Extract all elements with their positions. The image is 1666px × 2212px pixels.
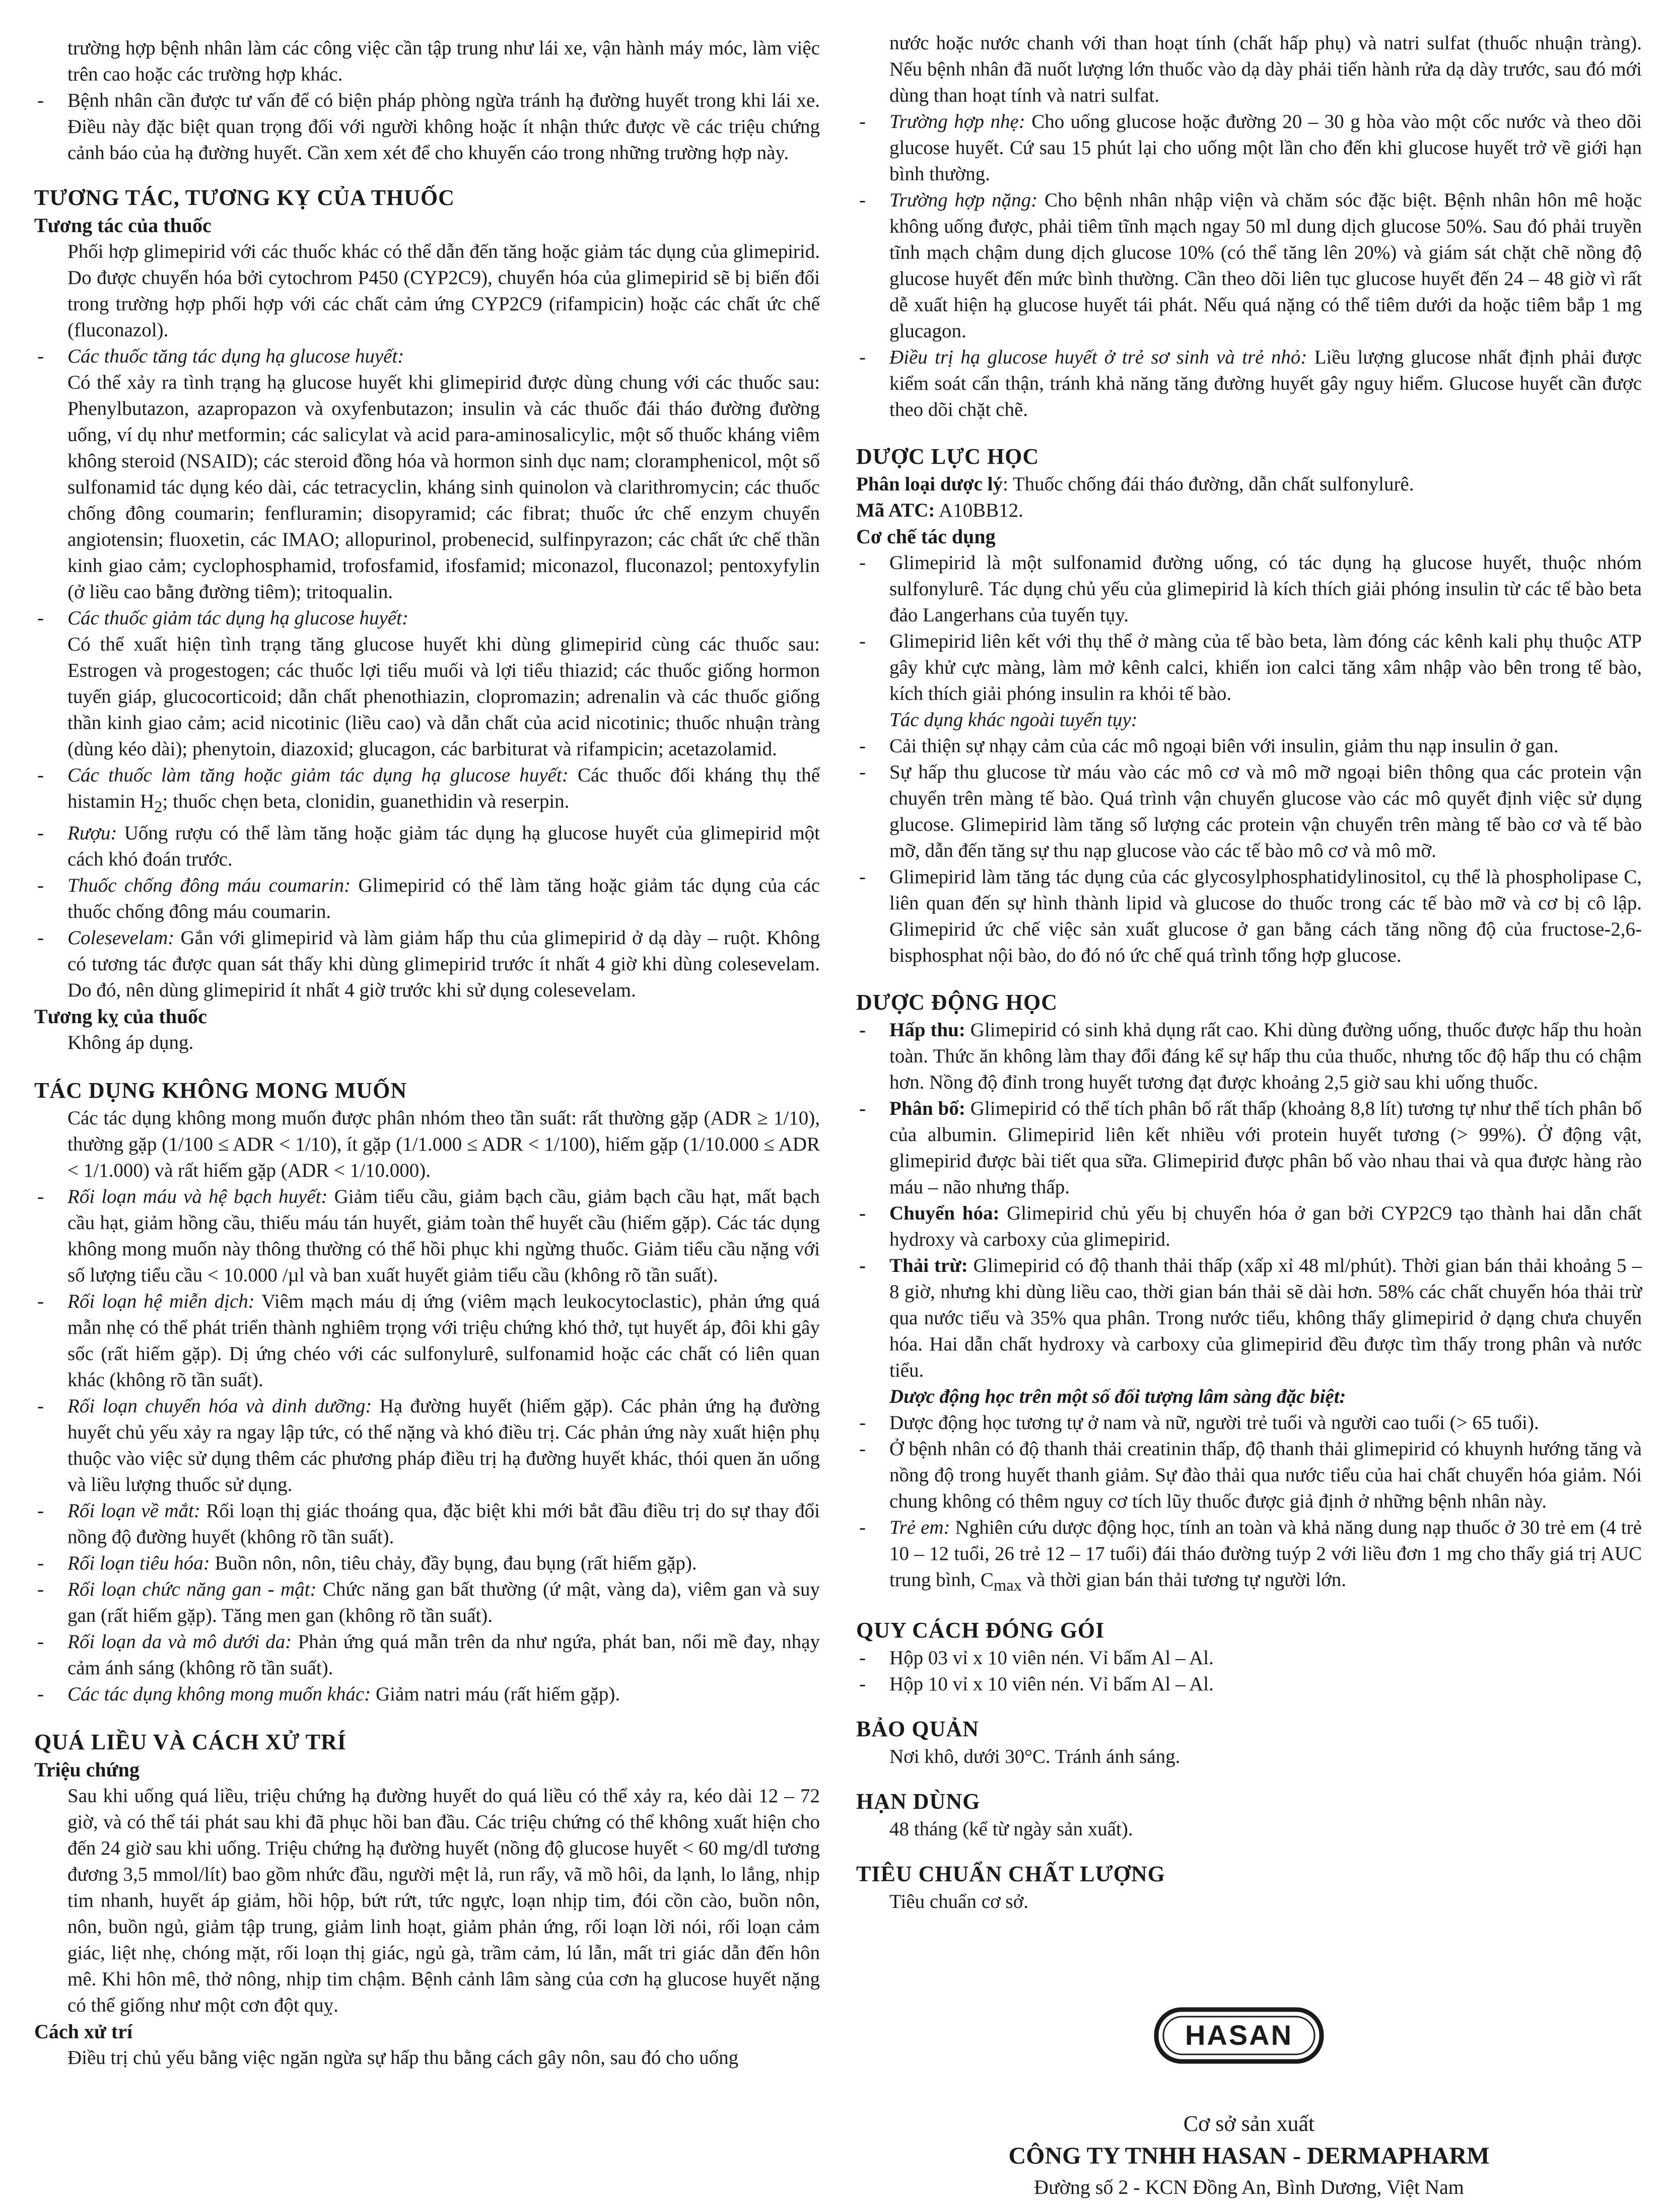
expiry-heading: HẠN DÙNG xyxy=(856,1789,981,1814)
pharmacological-class: Phân loại dược lý: Thuốc chống đái tháo đường, dẫn chất sulfonylurê. xyxy=(856,473,1414,495)
symptoms-text: Sau khi uống quá liều, triệu chứng hạ đường huyết do quá liều có thể xảy ra, kéo dài 12 – 72 giờ, và có thể tái phát sau khi đã phục hồi ban đầu. Các triệu chứng có thể không xuất hiện cho đến 24 giờ sau khi uống. Triệu chứng hạ đường huyết (nồng độ glucose huyết < 60 mg/dl tương đương 3,5 mmol/lít) bao gồm nhức đầu, người mệt lả, run rẩy, vã mồ hôi, da lạnh, lo lắng, nhịp tim nhanh, huyết áp giảm, hồi hộp, bứt rứt, tức ngực, loạn nhịp tim, đói cồn cào, buồn nôn, nôn, buồn ngủ, giảm tập trung, giảm linh hoạt, giảm phản ứng, rối loạn lời nói, rối loạn cảm giác, liệt nhẹ, chóng mặt, rối loạn thị giác, ngủ gà, trầm cảm, lú lẫn, mất tri giác dẫn đến hôn mê. Khi hôn mê, thở nông, nhịp tim chậm. Bệnh cảnh lâm sàng của cơn hạ glucose huyết nặng có thể giống như một cơn đột quỵ. xyxy=(67,1785,820,2016)
adverse-item: - Rối loạn tiêu hóa: Buồn nôn, nôn, tiêu chảy, đầy bụng, đau bụng (rất hiếm gặp). xyxy=(34,1550,820,1577)
metabolism-item: - Chuyển hóa: Glimepirid chủ yếu bị chuyển hóa ở gan bởi CYP2C9 tạo thành hai dẫn chất hydroxy và carboxy của glimepirid. xyxy=(856,1200,1642,1253)
both-effect-item: - Các thuốc làm tăng hoặc giảm tác dụng hạ glucose huyết: Các thuốc đối kháng thụ thể histamin $H_2$; thuốc chẹn beta, clonidin, guanethidin và reserpin. xyxy=(34,762,820,820)
children-item: - Trẻ em: Nghiên cứu dược động học, tính an toàn và khả năng dung nạp thuốc ở 30 trẻ em (4 trẻ 10 – 12 tuổi, 26 trẻ 12 – 17 tuổi) đái tháo đường tuýp 2 với liều đơn 1 mg cho thấy giá trị AUC trung bình, $C_{max}$ và thời gian bán thải tương tự người lớn. xyxy=(856,1515,1642,1599)
adverse-item: - Rối loạn về mắt: Rối loạn thị giác thoáng qua, đặc biệt khi mới bắt đầu điều trị do sự thay đổi nồng độ đường huyết (không rõ tần suất). xyxy=(34,1498,820,1550)
packaging-heading: QUY CÁCH ĐÓNG GÓI xyxy=(856,1617,1105,1643)
packaging-item: - Hộp 10 vỉ x 10 viên nén. Vỉ bấm Al – Al. xyxy=(856,1671,1642,1697)
right-column xyxy=(856,30,1642,1915)
adverse-item: - Rối loạn chuyển hóa và dinh dưỡng: Hạ đường huyết (hiếm gặp). Các phản ứng hạ đường huyết chủ yếu xảy ra ngay lập tức, có thể nặng và khó điều trị. Các phản ứng này xuất hiện phụ thuộc vào việc sử dụng thêm các phương pháp điều trị hạ đường huyết khác, thói quen ăn uống và liều lượng thuốc sử dụng. xyxy=(34,1393,820,1498)
pharmacodynamics-heading: DƯỢC LỰC HỌC xyxy=(856,444,1039,469)
management-subheading: Cách xử trí xyxy=(34,2020,133,2043)
manufacturer-name: CÔNG TY TNHH HASAN - DERMAPHARM xyxy=(1008,2143,1490,2169)
special-population-item: - Dược động học tương tự ở nam và nữ, người trẻ tuổi và người cao tuổi (> 65 tuổi). xyxy=(856,1410,1642,1436)
driving-warning: - Bệnh nhân cần được tư vấn để có biện pháp phòng ngừa tránh hạ đường huyết trong khi lái xe. Điều này đặc biệt quan trọng đối với người không hoặc ít nhận thức được về các triệu chứng cảnh báo của hạ đường huyết. Cần xem xét để cho khuyến cáo trong những trường hợp này. xyxy=(34,88,820,166)
adverse-item: - Các tác dụng không mong muốn khác: Giảm natri máu (rất hiếm gặp). xyxy=(34,1681,820,1707)
mechanism-subheading: Cơ chế tác dụng xyxy=(856,525,996,548)
packaging-item: - Hộp 03 vỉ x 10 viên nén. Vỉ bấm Al – Al. xyxy=(856,1645,1642,1671)
decrease-effect-text: Có thể xuất hiện tình trạng tăng glucose huyết khi dùng glimepirid cùng các thuốc sau: Estrogen và progestogen; các thuốc lợi tiểu muối và lợi tiểu thiazid; các thuốc giống hormon tuyến giáp, glucocorticoid; dẫn chất phenothiazin, clopromazin; adrenalin và các thuốc giống thần kinh giao cảm; acid nicotinic (liều cao) và dẫn chất của acid nicotinic; thuốc nhuận tràng (dùng kéo dài); phenytoin, diazoxid; glucagon, các barbiturat và rifampicin; acetazolamid. xyxy=(67,633,820,760)
manufacturer-label: Cơ sở sản xuất xyxy=(1183,2111,1315,2136)
severe-case: - Trường hợp nặng: Cho bệnh nhân nhập viện và chăm sóc đặc biệt. Bệnh nhân hôn mê hoặc không uống được, phải tiêm tĩnh mạch ngay 50 ml dung dịch glucose 50%. Sau đó phải truyền tĩnh mạch chậm dung dịch glucose 10% (có thể tăng lên 20%) và giám sát chặt chẽ nồng độ glucose huyết đến mức bình thường. Cần theo dõi liên tục glucose huyết đến 24 – 48 giờ vì rất dễ xuất hiện hạ glucose huyết tái phát. Nếu quá nặng có thể tiêm dưới da hoặc tiêm bắp 1 mg glucagon. xyxy=(856,187,1642,344)
interactions-intro: Phối hợp glimepirid với các thuốc khác có thể dẫn đến tăng hoặc giảm tác dụng của glimepirid. Do được chuyển hóa bởi cytochrom P450 (CYP2C9), chuyển hóa của glimepirid sẽ bị biến đổi trong trường hợp phối hợp với các chất cảm ứng CYP2C9 (rifampicin) hoặc các chất ức chế (fluconazol). xyxy=(67,241,820,341)
adverse-item: - Rối loạn chức năng gan - mật: Chức năng gan bất thường (ứ mật, vàng da), viêm gan và suy gan (rất hiếm gặp). Tăng men gan (không rõ tần suất). xyxy=(34,1577,820,1629)
colesevelam-item: - Colesevelam: Gắn với glimepirid và làm giảm hấp thu của glimepirid ở dạ dày – ruột. Không có tương tác được quan sát thấy khi dùng glimepirid trước ít nhất 4 giờ khi dùng colesevelam. Do đó, nên dùng glimepirid ít nhất 4 giờ trước khi sử dụng colesevelam. xyxy=(34,925,820,1004)
mechanism-item: - Glimepirid liên kết với thụ thể ở màng của tế bào beta, làm đóng các kênh kali phụ thuộc ATP gây khử cực màng, làm mở kênh calci, khiến ion calci tăng xâm nhập vào bên trong tế bào, kích thích giải phóng insulin ra khỏi tế bào. xyxy=(856,628,1642,707)
adverse-heading: TÁC DỤNG KHÔNG MONG MUỐN xyxy=(34,1078,407,1103)
atc-code: Mã ATC: A10BB12. xyxy=(856,500,1023,521)
decrease-effect-label: - Các thuốc giảm tác dụng hạ glucose huyết: xyxy=(34,605,820,631)
interactions-heading: TƯƠNG TÁC, TƯƠNG KỴ CỦA THUỐC xyxy=(34,185,455,210)
special-population-item: - Ở bệnh nhân có độ thanh thải creatinin thấp, độ thanh thải glimepirid có khuynh hướng tăng và nồng độ trong huyết thanh giảm. Sự đào thải qua nước tiểu của hai chất chuyển hóa giảm. Nói chung không có thêm nguy cơ tích lũy thuốc được giả định ở những bệnh nhân này. xyxy=(856,1436,1642,1515)
symptoms-subheading: Triệu chứng xyxy=(34,1758,140,1781)
extrapancreatic-item: - Sự hấp thu glucose từ máu vào các mô cơ và mô mỡ ngoại biên thông qua các protein vận chuyển trên màng tế bào. Quá trình vận chuyển glucose vào các mô quyết định việc sử dụng glucose. Glimepirid làm tăng số lượng các protein vận chuyển trên màng tế bào cơ và tế bào mỡ, dẫn đến tăng sự thu nạp glucose vào các tế bào mô cơ và mô mỡ. xyxy=(856,759,1642,864)
expiry-text: 48 tháng (kể từ ngày sản xuất). xyxy=(889,1818,1133,1840)
hasan-logo xyxy=(1153,2007,1325,2064)
intro-continuation: trường hợp bệnh nhân làm các công việc cần tập trung như lái xe, vận hành máy móc, làm việc trên cao hoặc các trường hợp khác. xyxy=(67,37,820,85)
mild-case: - Trường hợp nhẹ: Cho uống glucose hoặc đường 20 – 30 g hòa vào một cốc nước và theo dõi glucose huyết. Cứ sau 15 phút lại cho uống một lần cho đến khi glucose huyết trở về giới hạn bình thường. xyxy=(856,109,1642,187)
manufacturer-address: Đường số 2 - KCN Đồng An, Bình Dương, Việt Nam xyxy=(1034,2176,1464,2198)
special-populations-label: Dược động học trên một số đối tượng lâm sàng đặc biệt: xyxy=(889,1386,1346,1407)
adverse-list xyxy=(34,1184,820,1707)
adverse-item: - Rối loạn da và mô dưới da: Phản ứng quá mẫn trên da như ngứa, phát ban, nổi mề đay, nhạy cảm ánh sáng (không rõ tần suất). xyxy=(34,1629,820,1681)
overdose-heading: QUÁ LIỀU VÀ CÁCH XỬ TRÍ xyxy=(34,1729,346,1754)
mechanism-item: - Glimepirid là một sulfonamid đường uống, có tác dụng hạ glucose huyết, thuộc nhóm sulfonylurê. Tác dụng chủ yếu của glimepirid là kích thích giải phóng insulin từ các tế bào beta đảo Langerhans của tuyến tụy. xyxy=(856,550,1642,628)
neonate-case: - Điều trị hạ glucose huyết ở trẻ sơ sinh và trẻ nhỏ: Liều lượng glucose nhất định phải được kiểm soát cẩn thận, tránh khả năng tăng đường huyết gây nguy hiểm. Glucose huyết cần được theo dõi chặt chẽ. xyxy=(856,344,1642,423)
storage-heading: BẢO QUẢN xyxy=(856,1716,979,1741)
management-text: Điều trị chủ yếu bằng việc ngăn ngừa sự hấp thu bằng cách gây nôn, sau đó cho uống xyxy=(67,2046,739,2068)
coumarin-item: - Thuốc chống đông máu coumarin: Glimepirid có thể làm tăng hoặc giảm tác dụng của các thuốc chống đông máu coumarin. xyxy=(34,873,820,925)
extrapancreatic-item: - Glimepirid làm tăng tác dụng của các glycosylphosphatidylinositol, cụ thể là phospholipase C, liên quan đến sự hình thành lipid và glucose do thuốc trong các tế bào mỡ và cơ bị cô lập. Glimepirid ức chế việc sản xuất glucose ở gan bằng cách tăng nồng độ của fructose-2,6-bisphosphat nội bào, do đó nó ức chế quá trình tổng hợp glucose. xyxy=(856,864,1642,969)
absorption-item: - Hấp thu: Glimepirid có sinh khả dụng rất cao. Khi dùng đường uống, thuốc được hấp thu hoàn toàn. Thức ăn không làm thay đổi đáng kể sự hấp thu của thuốc, nhưng tốc độ hấp thu có chậm hơn. Nồng độ đỉnh trong huyết tương đạt được khoảng 2,5 giờ sau khi uống thuốc. xyxy=(856,1017,1642,1096)
extrapancreatic-item: - Cải thiện sự nhạy cảm của các mô ngoại biên với insulin, giảm thu nạp insulin ở gan. xyxy=(856,733,1642,759)
quality-text: Tiêu chuẩn cơ sở. xyxy=(889,1890,1028,1912)
management-continuation: nước hoặc nước chanh với than hoạt tính (chất hấp phụ) và natri sulfat (thuốc nhuận tràng). Nếu bệnh nhân đã nuốt lượng lớn thuốc vào dạ dày phải tiến hành rửa dạ dày trước, sau đó mới dùng than hoạt tính và natri sulfat. xyxy=(889,32,1642,106)
adverse-item: - Rối loạn hệ miễn dịch: Viêm mạch máu dị ứng (viêm mạch leukocytoclastic), phản ứng quá mẫn nhẹ có thể phát triển thành nghiêm trọng với triệu chứng khó thở, tụt huyết áp, đôi khi gây sốc (rất hiếm gặp). Dị ứng chéo với các sulfonylurê, sulfonamid hoặc các chất có liên quan khác (không rõ tần suất). xyxy=(34,1289,820,1393)
alcohol-item: - Rượu: Uống rượu có thể làm tăng hoặc giảm tác dụng hạ glucose huyết của glimepirid một cách khó đoán trước. xyxy=(34,820,820,873)
excretion-item: - Thải trừ: Glimepirid có độ thanh thải thấp (xấp xỉ 48 ml/phút). Thời gian bán thải khoảng 5 – 8 giờ, nhưng khi dùng liều cao, thời gian bán thải sẽ dài hơn. 58% các chất chuyển hóa thải trừ qua nước tiểu và 35% qua phân. Trong nước tiểu, không thấy glimepirid ở dạng chưa chuyển hóa. Hai dẫn chất hydroxy và carboxy của glimepirid đều được tìm thấy trong phân và nước tiểu. xyxy=(856,1253,1642,1384)
extrapancreatic-label: Tác dụng khác ngoài tuyến tụy: xyxy=(889,709,1138,731)
logo-text: HASAN xyxy=(1185,2019,1293,2051)
incompatibility-text: Không áp dụng. xyxy=(67,1031,194,1053)
distribution-item: - Phân bố: Glimepirid có thể tích phân bố rất thấp (khoảng 8,8 lít) tương tự như thể tích phân bố của albumin. Glimepirid liên kết nhiều với protein huyết tương (> 99%). Ở động vật, glimepirid được bài tiết qua sữa. Glimepirid được phân bố vào nhau thai và qua được hàng rào máu – não nhưng thấp. xyxy=(856,1096,1642,1200)
hasan-logo-mark xyxy=(1153,2007,1325,2064)
increase-effect-text: Có thể xảy ra tình trạng hạ glucose huyết khi glimepirid được dùng chung với các thuốc sau: Phenylbutazon, azapropazon và oxyfenbutazon; insulin và các thuốc đái tháo đường đường uống, ví dụ như metformin; các salicylat và acid para-aminosalicylic, một số thuốc kháng viêm không steroid (NSAID); các steroid đồng hóa và hormon sinh dục nam; cloramphenicol, một số sulfonamid tác dụng kéo dài, các tetracyclin, kháng sinh quinolon và clarithromycin; các thuốc chống đông coumarin; fenfluramin; disopyramid; các fibrat; thuốc ức chế enzym chuyển angiotensin; fluoxetin, các IMAO; allopurinol, probenecid, sulfinpyrazon; các chất ức chế thần kinh giao cảm; cyclophosphamid, trofosfamid, ifosfamid; miconazol, fluconazol; pentoxyfylin (ở liều cao bằng đường tiêm); tritoqualin. xyxy=(67,372,820,603)
incompatibility-subheading: Tương kỵ của thuốc xyxy=(34,1005,207,1028)
drug-interactions-subheading: Tương tác của thuốc xyxy=(34,214,212,237)
adverse-intro: Các tác dụng không mong muốn được phân nhóm theo tần suất: rất thường gặp (ADR ≥ 1/10), thường gặp (1/100 ≤ ADR < 1/10), ít gặp (1/1.000 ≤ ADR < 1/100), hiếm gặp (1/10.000 ≤ ADR < 1/1.000) và rất hiếm gặp (ADR < 1/10.000). xyxy=(67,1107,820,1181)
left-column xyxy=(34,35,820,2071)
adverse-item: - Rối loạn máu và hệ bạch huyết: Giảm tiểu cầu, giảm bạch cầu, giảm bạch cầu hạt, mất bạch cầu hạt, giảm hồng cầu, thiếu máu tán huyết, giảm toàn thể huyết cầu (hiếm gặp). Các tác dụng không mong muốn này thông thường có thể hồi phục khi ngừng thuốc. Giảm tiểu cầu nặng với số lượng tiểu cầu < 10.000 /µl và ban xuất huyết giảm tiểu cầu (không rõ tần suất). xyxy=(34,1184,820,1289)
increase-effect-label: - Các thuốc tăng tác dụng hạ glucose huyết: xyxy=(34,343,820,370)
storage-text: Nơi khô, dưới 30°C. Tránh ánh sáng. xyxy=(889,1745,1181,1767)
quality-heading: TIÊU CHUẨN CHẤT LƯỢNG xyxy=(856,1861,1165,1886)
pharmacokinetics-heading: DƯỢC ĐỘNG HỌC xyxy=(856,990,1058,1015)
